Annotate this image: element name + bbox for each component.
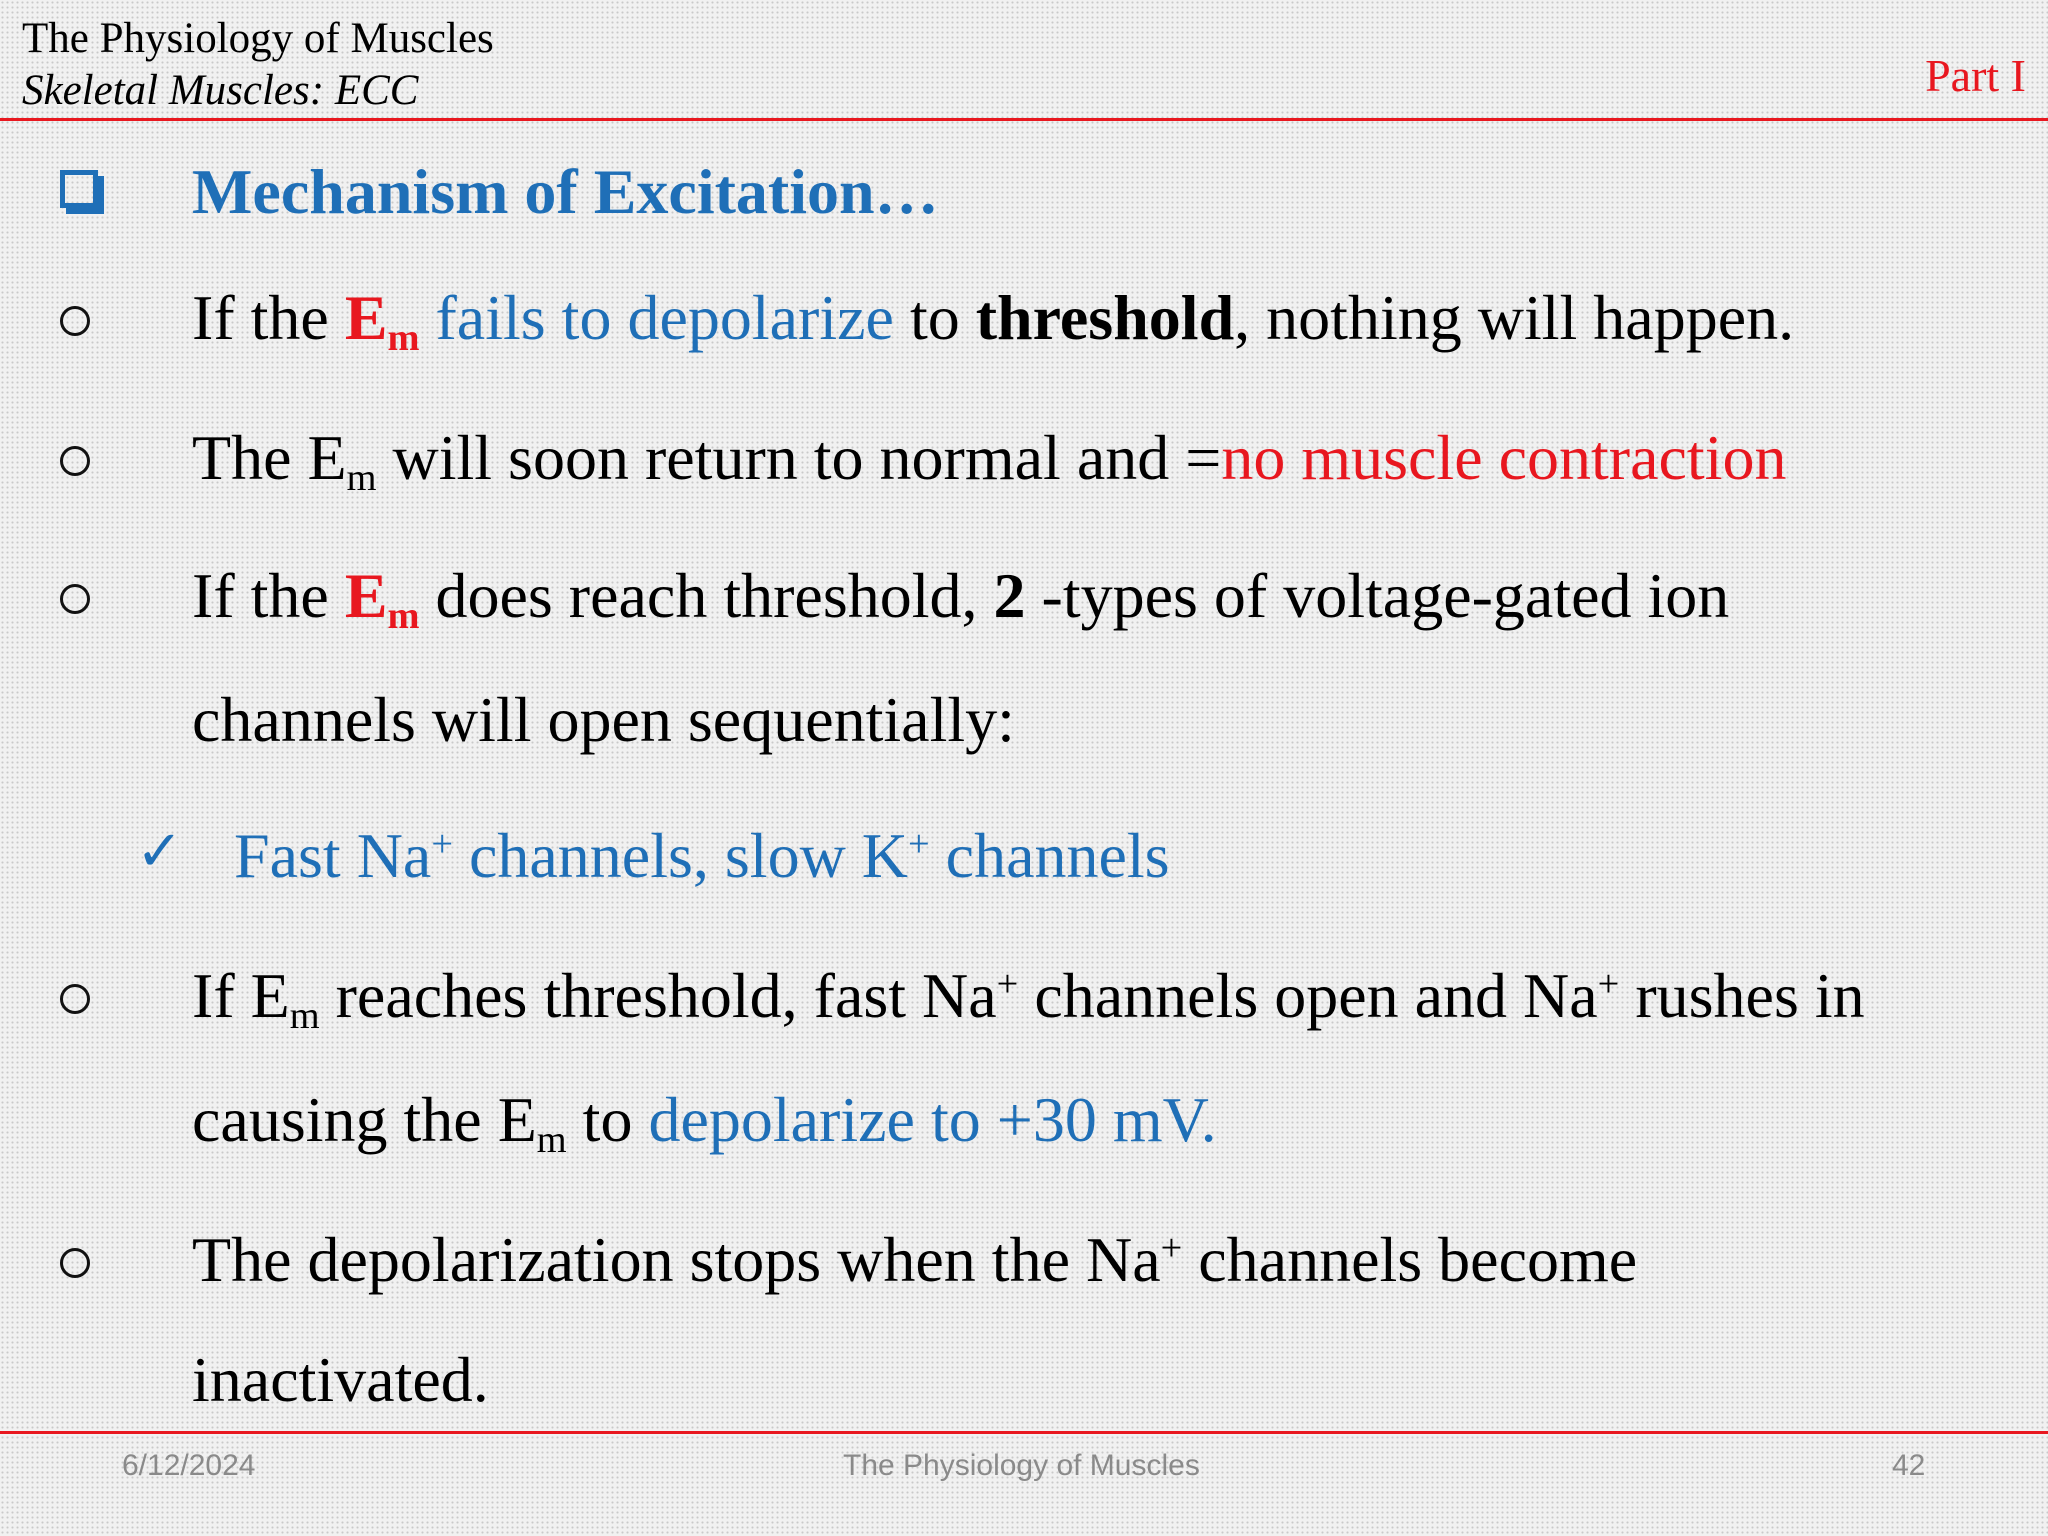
bullet-1-text-b: fails to depolarize <box>419 282 894 353</box>
bullet-4-continuation <box>192 1082 1217 1161</box>
header-subtitle: Skeletal Muscles: ECC <box>22 67 419 114</box>
bullet-4-text-c: channels open and Na <box>1018 960 1598 1031</box>
circle-bullet-icon <box>60 984 90 1014</box>
check-item <box>234 818 1170 894</box>
bullet-5-continuation: inactivated. <box>192 1344 489 1415</box>
checkmark-icon: ✓ <box>136 819 183 884</box>
bullet-1-text-c: to <box>893 282 976 353</box>
bullet-1-text-d: , nothing will happen. <box>1234 282 1795 353</box>
part-label: Part I <box>1925 50 2026 101</box>
bullet-2 <box>192 420 1787 499</box>
subscript: m <box>289 994 320 1037</box>
superscript: + <box>431 822 453 865</box>
header-divider <box>0 118 2048 121</box>
page-number: 42 <box>1892 1449 1926 1482</box>
bullet-4 <box>192 958 1865 1037</box>
footer-divider <box>0 1431 2048 1434</box>
superscript: + <box>1160 1226 1183 1269</box>
superscript: + <box>996 962 1019 1005</box>
bullet-2-text-a: The E <box>192 422 347 493</box>
em-symbol: $E_m$ <box>344 282 420 359</box>
square-bullet-icon <box>60 170 98 208</box>
slide-heading: Mechanism of Excitation… <box>192 156 939 227</box>
bullet-3-text-c: -types of voltage-gated ion <box>1025 560 1730 631</box>
bullet-2-text-b: will soon return to normal and = <box>376 422 1222 493</box>
no-contraction-term: no muscle contraction <box>1221 422 1787 493</box>
check-text-b: channels, slow K <box>452 820 908 891</box>
check-text-a: Fast Na <box>234 820 432 891</box>
bullet-1-text-a: If the <box>192 282 345 353</box>
circle-bullet-icon <box>60 306 90 336</box>
circle-bullet-icon <box>60 584 90 614</box>
subscript: m <box>346 456 377 499</box>
threshold-term: threshold <box>975 282 1235 353</box>
footer-title: The Physiology of Muscles <box>843 1449 1200 1482</box>
circle-bullet-icon <box>60 446 90 476</box>
bullet-3 <box>192 558 1730 637</box>
check-text-c: channels <box>929 820 1170 891</box>
bullet-1 <box>192 280 1795 359</box>
bullet-3-text-b: does reach threshold, <box>419 560 994 631</box>
circle-bullet-icon <box>60 1248 90 1278</box>
em-symbol: $E_m$ <box>344 560 420 637</box>
count-term: 2 <box>993 560 1026 631</box>
bullet-5-text-a: The depolarization stops when the Na <box>192 1224 1161 1295</box>
bullet-4-text-d: rushes in <box>1619 960 1865 1031</box>
bullet-3-text-a: If the <box>192 560 345 631</box>
bullet-4-text-e: causing the E <box>192 1084 537 1155</box>
bullet-4-text-b: reaches threshold, fast Na <box>319 960 997 1031</box>
bullet-5 <box>192 1222 1637 1298</box>
footer-date: 6/12/2024 <box>122 1449 256 1482</box>
bullet-4-text-f: to <box>566 1084 649 1155</box>
header-title: The Physiology of Muscles <box>22 15 494 62</box>
superscript: + <box>908 822 930 865</box>
subscript: m <box>536 1118 567 1161</box>
bullet-4-text-a: If E <box>192 960 290 1031</box>
bullet-3-continuation: channels will open sequentially: <box>192 684 1015 755</box>
superscript: + <box>1597 962 1620 1005</box>
depolarize-term: depolarize to +30 mV. <box>648 1084 1217 1155</box>
bullet-5-text-b: channels become <box>1182 1224 1638 1295</box>
